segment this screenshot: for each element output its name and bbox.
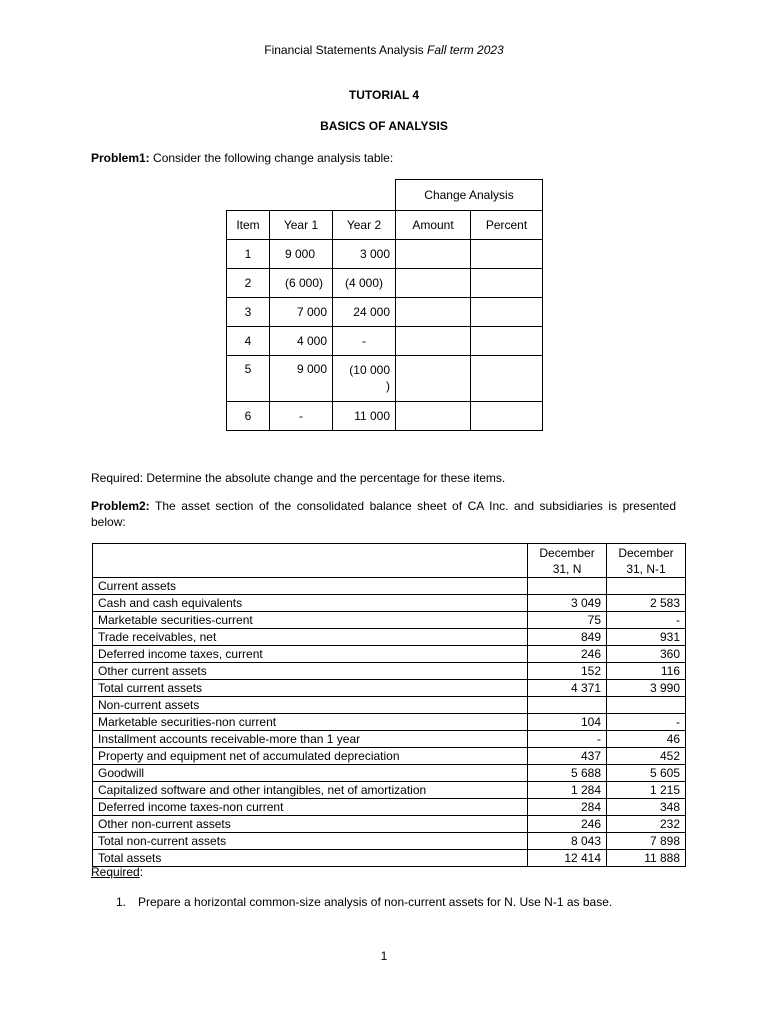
row-label: Cash and cash equivalents [93, 595, 528, 612]
row-value-n: 3 049 [528, 595, 607, 612]
problem2-intro [91, 498, 676, 530]
row-label: Trade receivables, net [93, 629, 528, 646]
row-value-n: 152 [528, 663, 607, 680]
row-value-n [528, 697, 607, 714]
row-value-n: 437 [528, 748, 607, 765]
cell-amount [396, 327, 471, 356]
cell-percent [471, 240, 543, 269]
table-row [93, 612, 686, 629]
cell-item: 1 [227, 240, 270, 269]
cell-item: 3 [227, 298, 270, 327]
cell-year1: 9 000 [270, 240, 333, 269]
cell-item: 4 [227, 327, 270, 356]
table-row [93, 714, 686, 731]
row-value-n1 [607, 578, 686, 595]
row-value-n1: 348 [607, 799, 686, 816]
row-value-n: 246 [528, 646, 607, 663]
col-n-line1: December [539, 545, 595, 560]
table-row [227, 298, 543, 327]
table-row [93, 833, 686, 850]
table-row [93, 663, 686, 680]
page-title: TUTORIAL 4 [348, 88, 420, 102]
row-value-n: 104 [528, 714, 607, 731]
table-row [93, 629, 686, 646]
row-value-n1: 452 [607, 748, 686, 765]
row-value-n1: 232 [607, 816, 686, 833]
cell-percent [471, 402, 543, 431]
cell-year2 [333, 356, 396, 402]
col-percent: Percent [471, 211, 543, 240]
cell-year2: 11 000 [333, 402, 396, 431]
table-row [227, 240, 543, 269]
cell-amount [396, 402, 471, 431]
cell-year2: 3 000 [333, 240, 396, 269]
row-label: Total non-current assets [93, 833, 528, 850]
cell-year1: 9 000 [270, 356, 333, 402]
header-course: Financial Statements Analysis [264, 43, 424, 57]
cell-year2: - [333, 327, 396, 356]
row-value-n1 [607, 697, 686, 714]
row-value-n [528, 578, 607, 595]
row-value-n1: - [607, 612, 686, 629]
col-amount: Amount [396, 211, 471, 240]
row-label: Marketable securities-non current [93, 714, 528, 731]
row-value-n1: 2 583 [607, 595, 686, 612]
row-value-n: - [528, 731, 607, 748]
table-header-row [227, 211, 543, 240]
table-row [93, 646, 686, 663]
change-analysis-header: Change Analysis [396, 180, 543, 211]
row-value-n1: 931 [607, 629, 686, 646]
row-value-n1: - [607, 714, 686, 731]
col-n1-line2: 31, N-1 [626, 561, 666, 576]
row-label: Installment accounts receivable-more than 1 year [93, 731, 528, 748]
cell-amount [396, 269, 471, 298]
running-header [0, 43, 768, 57]
row-label: Capitalized software and other intangibles, net of amortization [93, 782, 528, 799]
col-year1: Year 1 [270, 211, 333, 240]
cell-item: 2 [227, 269, 270, 298]
table-header-row [93, 544, 686, 578]
cell-year1: - [270, 402, 333, 431]
cell-year2-line1: (10 000 [349, 363, 390, 377]
cell-year2-line2: ) [386, 379, 390, 393]
row-value-n1: 7 898 [607, 833, 686, 850]
row-value-n: 246 [528, 816, 607, 833]
row-label: Total current assets [93, 680, 528, 697]
table-row [93, 595, 686, 612]
row-value-n: 12 414 [528, 850, 607, 867]
row-label: Goodwill [93, 765, 528, 782]
row-value-n1: 1 215 [607, 782, 686, 799]
table-row [93, 731, 686, 748]
cell-year2: (4 000) [333, 269, 396, 298]
row-value-n1: 11 888 [607, 850, 686, 867]
row-value-n: 284 [528, 799, 607, 816]
row-label: Total assets [93, 850, 528, 867]
table-row [93, 748, 686, 765]
row-label: Marketable securities-current [93, 612, 528, 629]
problem1-label: Problem1: [91, 151, 150, 165]
row-label: Property and equipment net of accumulated depreciation [93, 748, 528, 765]
row-value-n1: 116 [607, 663, 686, 680]
table-group-header-row [227, 180, 543, 211]
row-value-n: 8 043 [528, 833, 607, 850]
problem2-label: Problem2: [91, 499, 150, 513]
task-number: 1. [116, 895, 127, 909]
cell-amount [396, 240, 471, 269]
required-colon: : [139, 865, 144, 879]
table-row [93, 697, 686, 714]
table-row [93, 850, 686, 867]
row-label: Deferred income taxes-non current [93, 799, 528, 816]
row-value-n: 75 [528, 612, 607, 629]
table-row [227, 402, 543, 431]
row-value-n1: 5 605 [607, 765, 686, 782]
task-text: Prepare a horizontal common-size analysis of non-current assets for N. Use N-1 as base. [138, 895, 613, 909]
col-december-n1 [607, 544, 686, 578]
table-row [227, 269, 543, 298]
row-label: Current assets [93, 578, 528, 595]
cell-year1: 4 000 [270, 327, 333, 356]
problem1-text: Consider the following change analysis table: [149, 151, 394, 165]
col-year2: Year 2 [333, 211, 396, 240]
cell-amount [396, 356, 471, 402]
cell-item: 6 [227, 402, 270, 431]
problem1-intro [91, 150, 676, 166]
problem2-required [91, 865, 143, 879]
cell-percent [471, 298, 543, 327]
row-label: Other non-current assets [93, 816, 528, 833]
table-row [93, 765, 686, 782]
table-row [93, 680, 686, 697]
table-row [93, 782, 686, 799]
cell-year1: (6 000) [270, 269, 333, 298]
row-value-n: 5 688 [528, 765, 607, 782]
table-row [227, 356, 543, 402]
col-n-line2: 31, N [552, 561, 582, 576]
cell-year2: 24 000 [333, 298, 396, 327]
row-value-n: 849 [528, 629, 607, 646]
page-number: 1 [380, 949, 388, 963]
table-row [93, 578, 686, 595]
cell-percent [471, 327, 543, 356]
change-analysis-table [226, 179, 543, 431]
row-label: Other current assets [93, 663, 528, 680]
cell-percent [471, 269, 543, 298]
balance-sheet-table [92, 543, 686, 867]
cell-amount [396, 298, 471, 327]
row-value-n: 1 284 [528, 782, 607, 799]
problem2-text: The asset section of the consolidated balance sheet of CA Inc. and subsidiaries is presented below: [91, 499, 676, 529]
required-label: Required [91, 865, 140, 879]
col-n1-line1: December [618, 545, 674, 560]
col-december-n [528, 544, 607, 578]
row-label: Non-current assets [93, 697, 528, 714]
table-row [93, 799, 686, 816]
row-value-n1: 3 990 [607, 680, 686, 697]
row-label: Deferred income taxes, current [93, 646, 528, 663]
problem1-required: Required: Determine the absolute change and the percentage for these items. [91, 471, 506, 485]
header-term: Fall term 2023 [427, 43, 504, 57]
table-row [227, 327, 543, 356]
row-value-n: 4 371 [528, 680, 607, 697]
table-row [93, 816, 686, 833]
cell-year1: 7 000 [270, 298, 333, 327]
cell-percent [471, 356, 543, 402]
header-blank-cell [93, 544, 528, 578]
row-value-n1: 360 [607, 646, 686, 663]
col-item: Item [227, 211, 270, 240]
cell-item: 5 [227, 356, 270, 402]
row-value-n1: 46 [607, 731, 686, 748]
page-subtitle: BASICS OF ANALYSIS [320, 119, 448, 133]
